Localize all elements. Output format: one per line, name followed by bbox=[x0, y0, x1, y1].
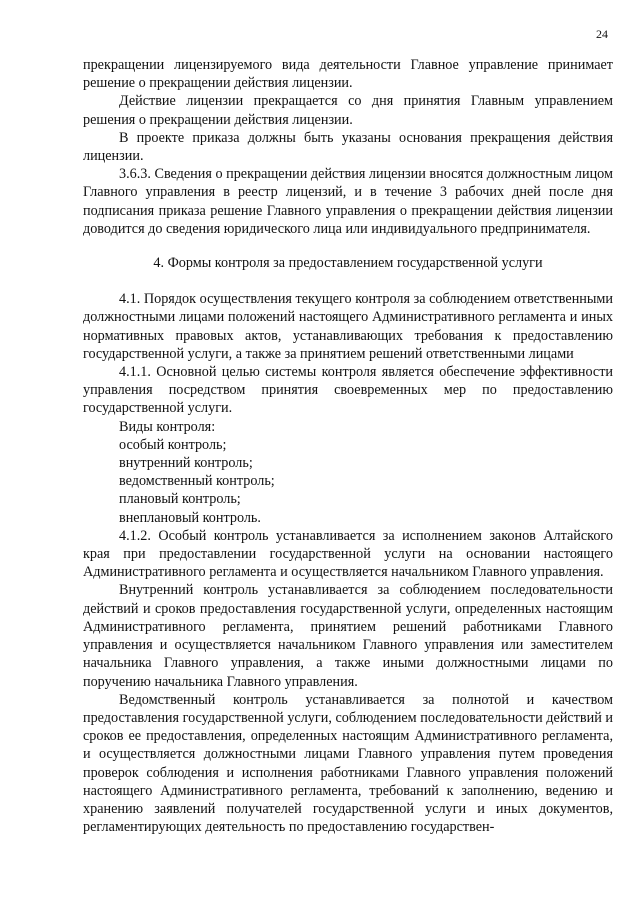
paragraph: Внутренний контроль устанавливается за соблюдением последовательности действий и сроков предоставления государственной услуги, определенных настоящим Административного регламента, принятием решений работниками Главного управления и осуществляется начальником Главного управления или заместителем начальника Главного управления, а также иными должностными лицами по поручению начальника Главного управления. bbox=[83, 582, 613, 690]
paragraph: Ведомственный контроль устанавливается за полнотой и качеством предоставления государственной услуги, соблюдением последовательности действий и сроков ее предоставления, определенных настоящим Административного регламента, и осуществляется должностными лицами Главного управления путем проведения проверок соблюдения и исполнения работниками Главного управления положений настоящего Административного регламента, требований к заполнению, ведению и хранению заявлений получателей государственной услуги и иных документов, регламентирующих деятельность по предоставлению государствен- bbox=[83, 691, 613, 836]
paragraph: В проекте приказа должны быть указаны основания прекращения действия лицензии. bbox=[83, 129, 613, 165]
control-type-item: плановый контроль; bbox=[119, 491, 241, 508]
paragraph: 4.1.2. Особый контроль устанавливается за исполнением законов Алтайского края при предоставлении государственной услуги на основании настоящего Административного регламента и осуществляется начальником Главного управления. bbox=[83, 527, 613, 581]
page-number: 24 bbox=[596, 27, 608, 41]
paragraph: Действие лицензии прекращается со дня принятия Главным управлением решения о прекращении действия лицензии. bbox=[83, 93, 613, 128]
control-type-item: особый контроль; bbox=[119, 436, 227, 453]
control-type-item: ведомственный контроль; bbox=[119, 473, 275, 490]
control-type-item: внеплановый контроль. bbox=[119, 509, 261, 526]
paragraph: 4.1.1. Основной целью системы контроля является обеспечение эффективности управления посредством принятия своевременных мер по предоставлению государственной услуги. bbox=[83, 364, 613, 417]
control-types-heading: Виды контроля: bbox=[119, 418, 216, 435]
control-type-item: внутренний контроль; bbox=[119, 455, 253, 472]
paragraph: 3.6.3. Сведения о прекращении действия лицензии вносятся должностным лицом Главного управления в реестр лицензий, и в течение 3 рабочих дней после дня подписания приказа решение Главного управления о прекращении действия лицензии доводится до сведения юридического лица или индивидуального предпринимателя. bbox=[83, 166, 613, 237]
paragraph: 4.1. Порядок осуществления текущего контроля за соблюдением ответственными должностными лицами положений настоящего Административного регламента и иных нормативных правовых актов, устанавливающих требования к предоставлению государственной услуги, а также за принятием решений ответственными лицами bbox=[83, 291, 613, 362]
section-heading: 4. Формы контроля за предоставлением государственной услуги bbox=[153, 255, 543, 272]
document-body bbox=[83, 56, 613, 836]
paragraph-continuation: прекращении лицензируемого вида деятельности Главное управление принимает решение о прекращении действия лицензии. bbox=[83, 57, 613, 92]
